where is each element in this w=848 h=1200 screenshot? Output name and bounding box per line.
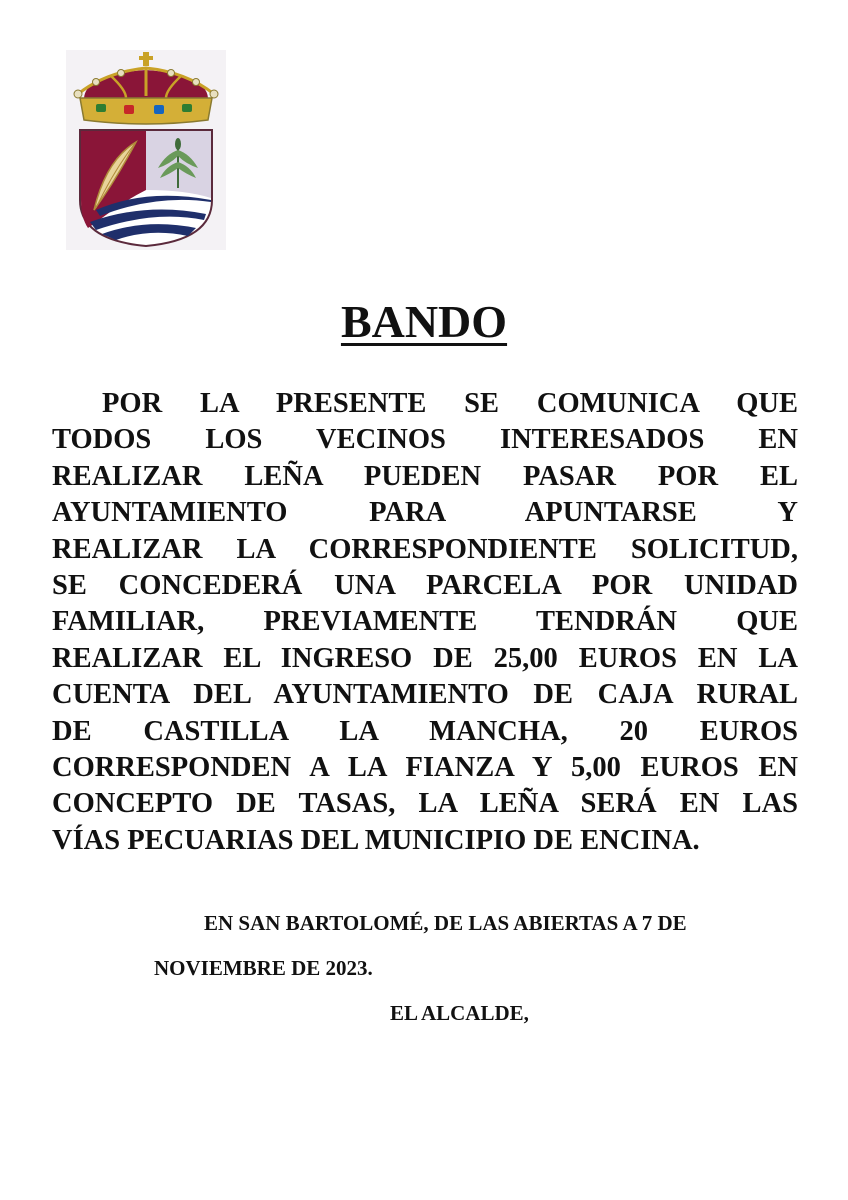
coat-of-arms-icon bbox=[66, 50, 226, 250]
announcement-body bbox=[52, 386, 798, 859]
body-line: SE CONCEDERÁ UNA PARCELA POR UNIDAD bbox=[52, 569, 798, 601]
body-line: TODOS LOS VECINOS INTERESADOS EN bbox=[52, 424, 798, 456]
place-date-line: EN SAN BARTOLOMÉ, DE LAS ABIERTAS A 7 DE bbox=[204, 911, 687, 935]
body-line: CORRESPONDEN A LA FIANZA Y 5,00 EUROS EN bbox=[52, 751, 798, 783]
body-line: VÍAS PECUARIAS DEL MUNICIPIO DE ENCINA. bbox=[52, 824, 700, 856]
body-line: FAMILIAR, PREVIAMENTE TENDRÁN QUE bbox=[52, 606, 798, 638]
body-line: CUENTA DEL AYUNTAMIENTO DE CAJA RURAL bbox=[52, 679, 798, 711]
place-date-line: NOVIEMBRE DE 2023. bbox=[154, 956, 373, 980]
body-line: POR LA PRESENTE SE COMUNICA QUE bbox=[102, 388, 798, 419]
document-title bbox=[0, 292, 848, 352]
body-line: DE CASTILLA LA MANCHA, 20 EUROS bbox=[52, 715, 798, 747]
body-line: REALIZAR EL INGRESO DE 25,00 EUROS EN LA bbox=[52, 642, 798, 674]
body-line: REALIZAR LA CORRESPONDIENTE SOLICITUD, bbox=[52, 533, 798, 565]
body-line: AYUNTAMIENTO PARA APUNTARSE Y bbox=[52, 497, 798, 529]
body-line: REALIZAR LEÑA PUEDEN PASAR POR EL bbox=[52, 460, 798, 492]
body-line: CONCEPTO DE TASAS, LA LEÑA SERÁ EN LAS bbox=[52, 788, 798, 820]
signer-title: EL ALCALDE, bbox=[390, 1001, 529, 1025]
document-title-text: BANDO bbox=[340, 296, 508, 347]
